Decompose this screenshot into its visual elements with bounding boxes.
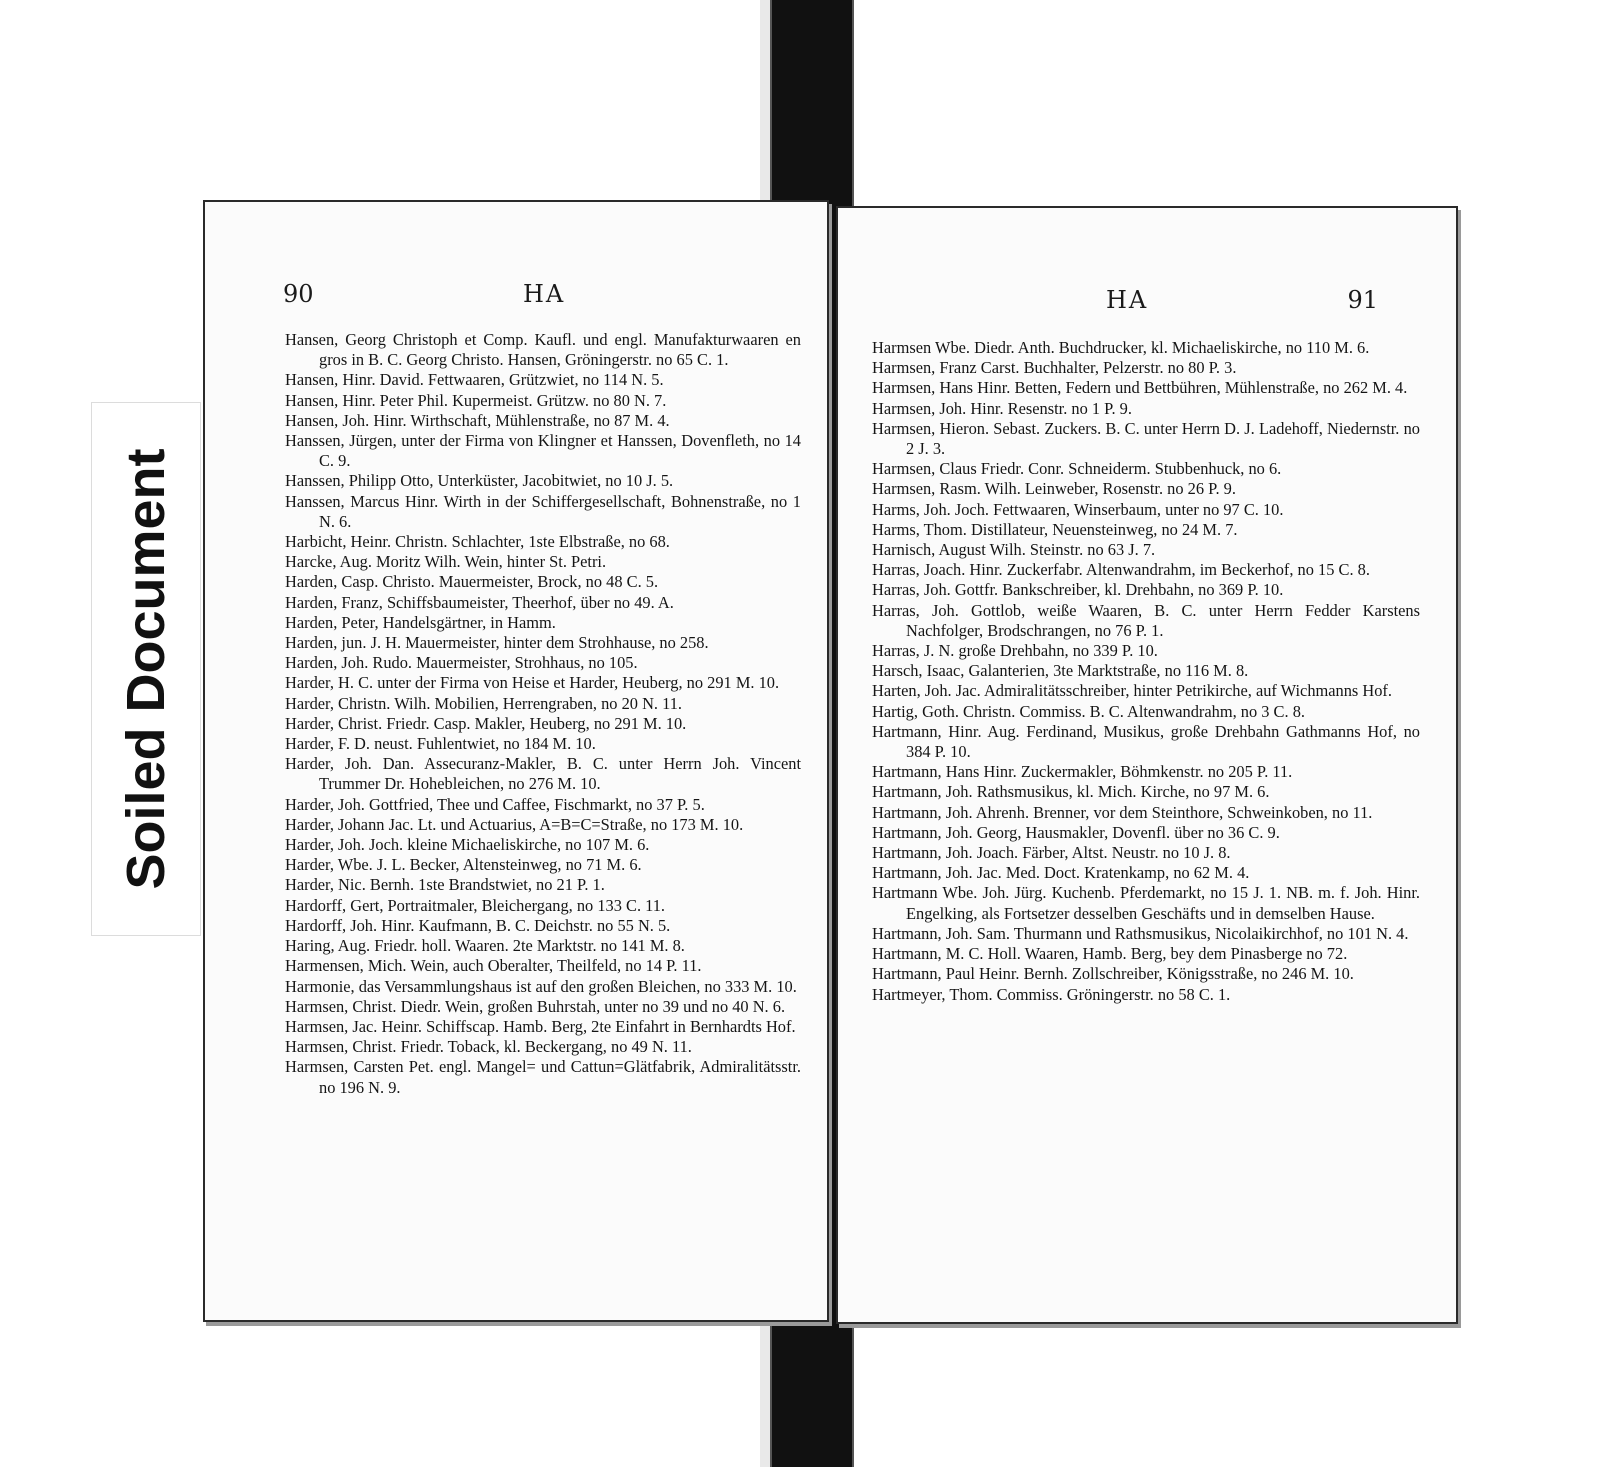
directory-entry: Harden, Franz, Schiffsbaumeister, Theerhof, über no 49. A. — [285, 592, 674, 612]
right-page — [838, 208, 1456, 1322]
directory-entry: Hansen, Joh. Hinr. Wirthschaft, Mühlenstraße, no 87 M. 4. — [285, 410, 670, 430]
directory-entry: Hartmann, Joh. Sam. Thurmann und Rathsmusikus, Nicolaikirchhof, no 101 N. 4. — [872, 923, 1409, 943]
directory-entry: Harmsen, Claus Friedr. Conr. Schneiderm. Stubbenhuck, no 6. — [872, 459, 1282, 479]
directory-entry: Hartmann, Joh. Joach. Färber, Altst. Neustr. no 10 J. 8. — [872, 843, 1231, 863]
directory-entry: Harmsen, Rasm. Wilh. Leinweber, Rosenstr. no 26 P. 9. — [872, 479, 1236, 499]
directory-entry: Harden, Casp. Christo. Mauermeister, Brock, no 48 C. 5. — [285, 572, 659, 592]
directory-entry: Harten, Joh. Jac. Admiralitätsschreiber, hinter Petrikirche, auf Wichmanns Hof. — [872, 681, 1392, 701]
directory-entry: Harder, Johann Jac. Lt. und Actuarius, A=B=C=Straße, no 173 M. 10. — [285, 814, 744, 834]
directory-entry: Harsch, Isaac, Galanterien, 3te Marktstraße, no 116 M. 8. — [872, 661, 1249, 681]
directory-entry: Harden, Peter, Handelsgärtner, in Hamm. — [285, 612, 556, 632]
directory-entry: Harmsen, Hans Hinr. Betten, Federn und Bettbühren, Mühlenstraße, no 262 M. 4. — [872, 378, 1408, 398]
directory-entry: Harmsen, Joh. Hinr. Resenstr. no 1 P. 9. — [872, 398, 1132, 418]
directory-entry: Hartmann, Joh. Rathsmusikus, kl. Mich. Kirche, no 97 M. 6. — [872, 782, 1270, 802]
directory-entry: Hartmann, Joh. Jac. Med. Doct. Kratenkamp, no 62 M. 4. — [872, 863, 1250, 883]
right-running-head: HA — [1106, 286, 1149, 314]
directory-entry: Harden, Joh. Rudo. Mauermeister, Strohhaus, no 105. — [285, 653, 638, 673]
soiled-document-label: Soiled Document — [116, 448, 176, 890]
directory-entry: Harder, Joh. Gottfried, Thee und Caffee, Fischmarkt, no 37 P. 5. — [285, 794, 705, 814]
directory-entry: Harras, Joh. Gottfr. Bankschreiber, kl. Drehbahn, no 369 P. 10. — [872, 580, 1284, 600]
directory-entry: Hansen, Georg Christoph et Comp. Kaufl. und engl. Manufakturwaaren en gros in B. C. Georg Christo. Hansen, Gröningerstr. no 65 C. 1. — [285, 330, 801, 370]
directory-entry: Harmsen, Carsten Pet. engl. Mangel= und Cattun=Glätfabrik, Admiralitätsstr. no 196 N. 9. — [285, 1057, 801, 1097]
directory-entry: Harmsen Wbe. Diedr. Anth. Buchdrucker, kl. Michaeliskirche, no 110 M. 6. — [872, 338, 1370, 357]
directory-entry: Harder, F. D. neust. Fuhlentwiet, no 184 M. 10. — [285, 734, 596, 754]
directory-entry: Harms, Joh. Joch. Fettwaaren, Winserbaum, unter no 97 C. 10. — [872, 499, 1284, 519]
directory-entry: Harmsen, Christ. Diedr. Wein, großen Buhrstah, unter no 39 und no 40 N. 6. — [285, 996, 786, 1016]
directory-entry: Harms, Thom. Distillateur, Neuensteinweg, no 24 M. 7. — [872, 519, 1238, 539]
left-running-head: HA — [523, 280, 566, 308]
directory-entry: Hansen, Hinr. David. Fettwaaren, Grützwiet, no 114 N. 5. — [285, 370, 664, 390]
directory-entry: Hardorff, Joh. Hinr. Kaufmann, B. C. Deichstr. no 55 N. 5. — [285, 915, 671, 935]
directory-entry: Harras, Joach. Hinr. Zuckerfabr. Altenwandrahm, im Beckerhof, no 15 C. 8. — [872, 560, 1370, 580]
directory-entry: Harden, jun. J. H. Mauermeister, hinter dem Strohhause, no 258. — [285, 633, 709, 653]
left-directory-entries — [285, 330, 801, 1098]
directory-entry: Hartmann Wbe. Joh. Jürg. Kuchenb. Pferdemarkt, no 15 J. 1. NB. m. f. Joh. Hinr. Engelking, als Fortsetzer desselben Geschäfts und in demselben Hause. — [872, 883, 1420, 923]
directory-entry: Harbicht, Heinr. Christn. Schlachter, 1ste Elbstraße, no 68. — [285, 532, 670, 552]
directory-entry: Hartmann, M. C. Holl. Waaren, Hamb. Berg, bey dem Pinasberge no 72. — [872, 944, 1348, 964]
directory-entry: Harder, Joh. Dan. Assecuranz-Makler, B. C. unter Herrn Joh. Vincent Trummer Dr. Hohebleichen, no 276 M. 10. — [285, 754, 801, 794]
directory-entry: Hardorff, Gert, Portraitmaler, Bleichergang, no 133 C. 11. — [285, 895, 666, 915]
directory-entry: Harmensen, Mich. Wein, auch Oberalter, Theilfeld, no 14 P. 11. — [285, 956, 702, 976]
directory-entry: Hartmann, Paul Heinr. Bernh. Zollschreiber, Königsstraße, no 246 M. 10. — [872, 964, 1354, 984]
directory-entry: Hartmann, Joh. Georg, Hausmakler, Dovenfl. über no 36 C. 9. — [872, 822, 1280, 842]
directory-entry: Harder, Christn. Wilh. Mobilien, Herrengraben, no 20 N. 11. — [285, 693, 682, 713]
directory-entry: Harder, Nic. Bernh. 1ste Brandstwiet, no 21 P. 1. — [285, 875, 605, 895]
directory-entry: Harmsen, Jac. Heinr. Schiffscap. Hamb. Berg, 2te Einfahrt in Bernhardts Hof. — [285, 1016, 796, 1036]
directory-entry: Harras, J. N. große Drehbahn, no 339 P. 10. — [872, 641, 1158, 661]
directory-entry: Hartig, Goth. Christn. Commiss. B. C. Altenwandrahm, no 3 C. 8. — [872, 701, 1305, 721]
directory-entry: Harder, Joh. Joch. kleine Michaeliskirche, no 107 M. 6. — [285, 835, 650, 855]
directory-entry: Harmsen, Hieron. Sebast. Zuckers. B. C. unter Herrn D. J. Ladehoff, Niedernstr. no 2 J. 3. — [872, 418, 1420, 459]
directory-entry: Harmsen, Franz Carst. Buchhalter, Pelzerstr. no 80 P. 3. — [872, 358, 1237, 378]
right-directory-entries — [872, 338, 1420, 1005]
directory-entry: Haring, Aug. Friedr. holl. Waaren. 2te Marktstr. no 141 M. 8. — [285, 936, 685, 956]
directory-entry: Hanssen, Jürgen, unter der Firma von Klingner et Hanssen, Dovenfleth, no 14 C. 9. — [285, 431, 801, 471]
left-page — [205, 202, 827, 1320]
soiled-document-tab — [92, 403, 200, 935]
directory-entry: Hartmann, Hans Hinr. Zuckermakler, Böhmkenstr. no 205 P. 11. — [872, 762, 1293, 782]
right-page-number: 91 — [1347, 286, 1378, 314]
directory-entry: Harder, H. C. unter der Firma von Heise et Harder, Heuberg, no 291 M. 10. — [285, 673, 780, 693]
directory-entry: Harmsen, Christ. Friedr. Toback, kl. Beckergang, no 49 N. 11. — [285, 1037, 692, 1057]
directory-entry: Harras, Joh. Gottlob, weiße Waaren, B. C. unter Herrn Fedder Karstens Nachfolger, Brodschrangen, no 76 P. 1. — [872, 600, 1420, 640]
directory-entry: Harnisch, August Wilh. Steinstr. no 63 J. 7. — [872, 540, 1156, 560]
directory-entry: Harmonie, das Versammlungshaus ist auf den großen Bleichen, no 333 M. 10. — [285, 976, 797, 996]
directory-entry: Hartmann, Joh. Ahrenh. Brenner, vor dem Steinthore, Schweinkoben, no 11. — [872, 802, 1373, 822]
directory-entry: Harcke, Aug. Moritz Wilh. Wein, hinter St. Petri. — [285, 552, 607, 572]
directory-entry: Hartmann, Hinr. Aug. Ferdinand, Musikus, große Drehbahn Gathmanns Hof, no 384 P. 10. — [872, 721, 1420, 762]
directory-entry: Hanssen, Philipp Otto, Unterküster, Jacobitwiet, no 10 J. 5. — [285, 471, 674, 491]
left-page-number: 90 — [283, 280, 314, 308]
directory-entry: Hansen, Hinr. Peter Phil. Kupermeist. Grützw. no 80 N. 7. — [285, 390, 667, 410]
directory-entry: Harder, Wbe. J. L. Becker, Altensteinweg, no 71 M. 6. — [285, 855, 642, 875]
directory-entry: Hanssen, Marcus Hinr. Wirth in der Schiffergesellschaft, Bohnenstraße, no 1 N. 6. — [285, 491, 801, 531]
directory-entry: Harder, Christ. Friedr. Casp. Makler, Heuberg, no 291 M. 10. — [285, 713, 687, 733]
directory-entry: Hartmeyer, Thom. Commiss. Gröningerstr. no 58 C. 1. — [872, 984, 1231, 1004]
